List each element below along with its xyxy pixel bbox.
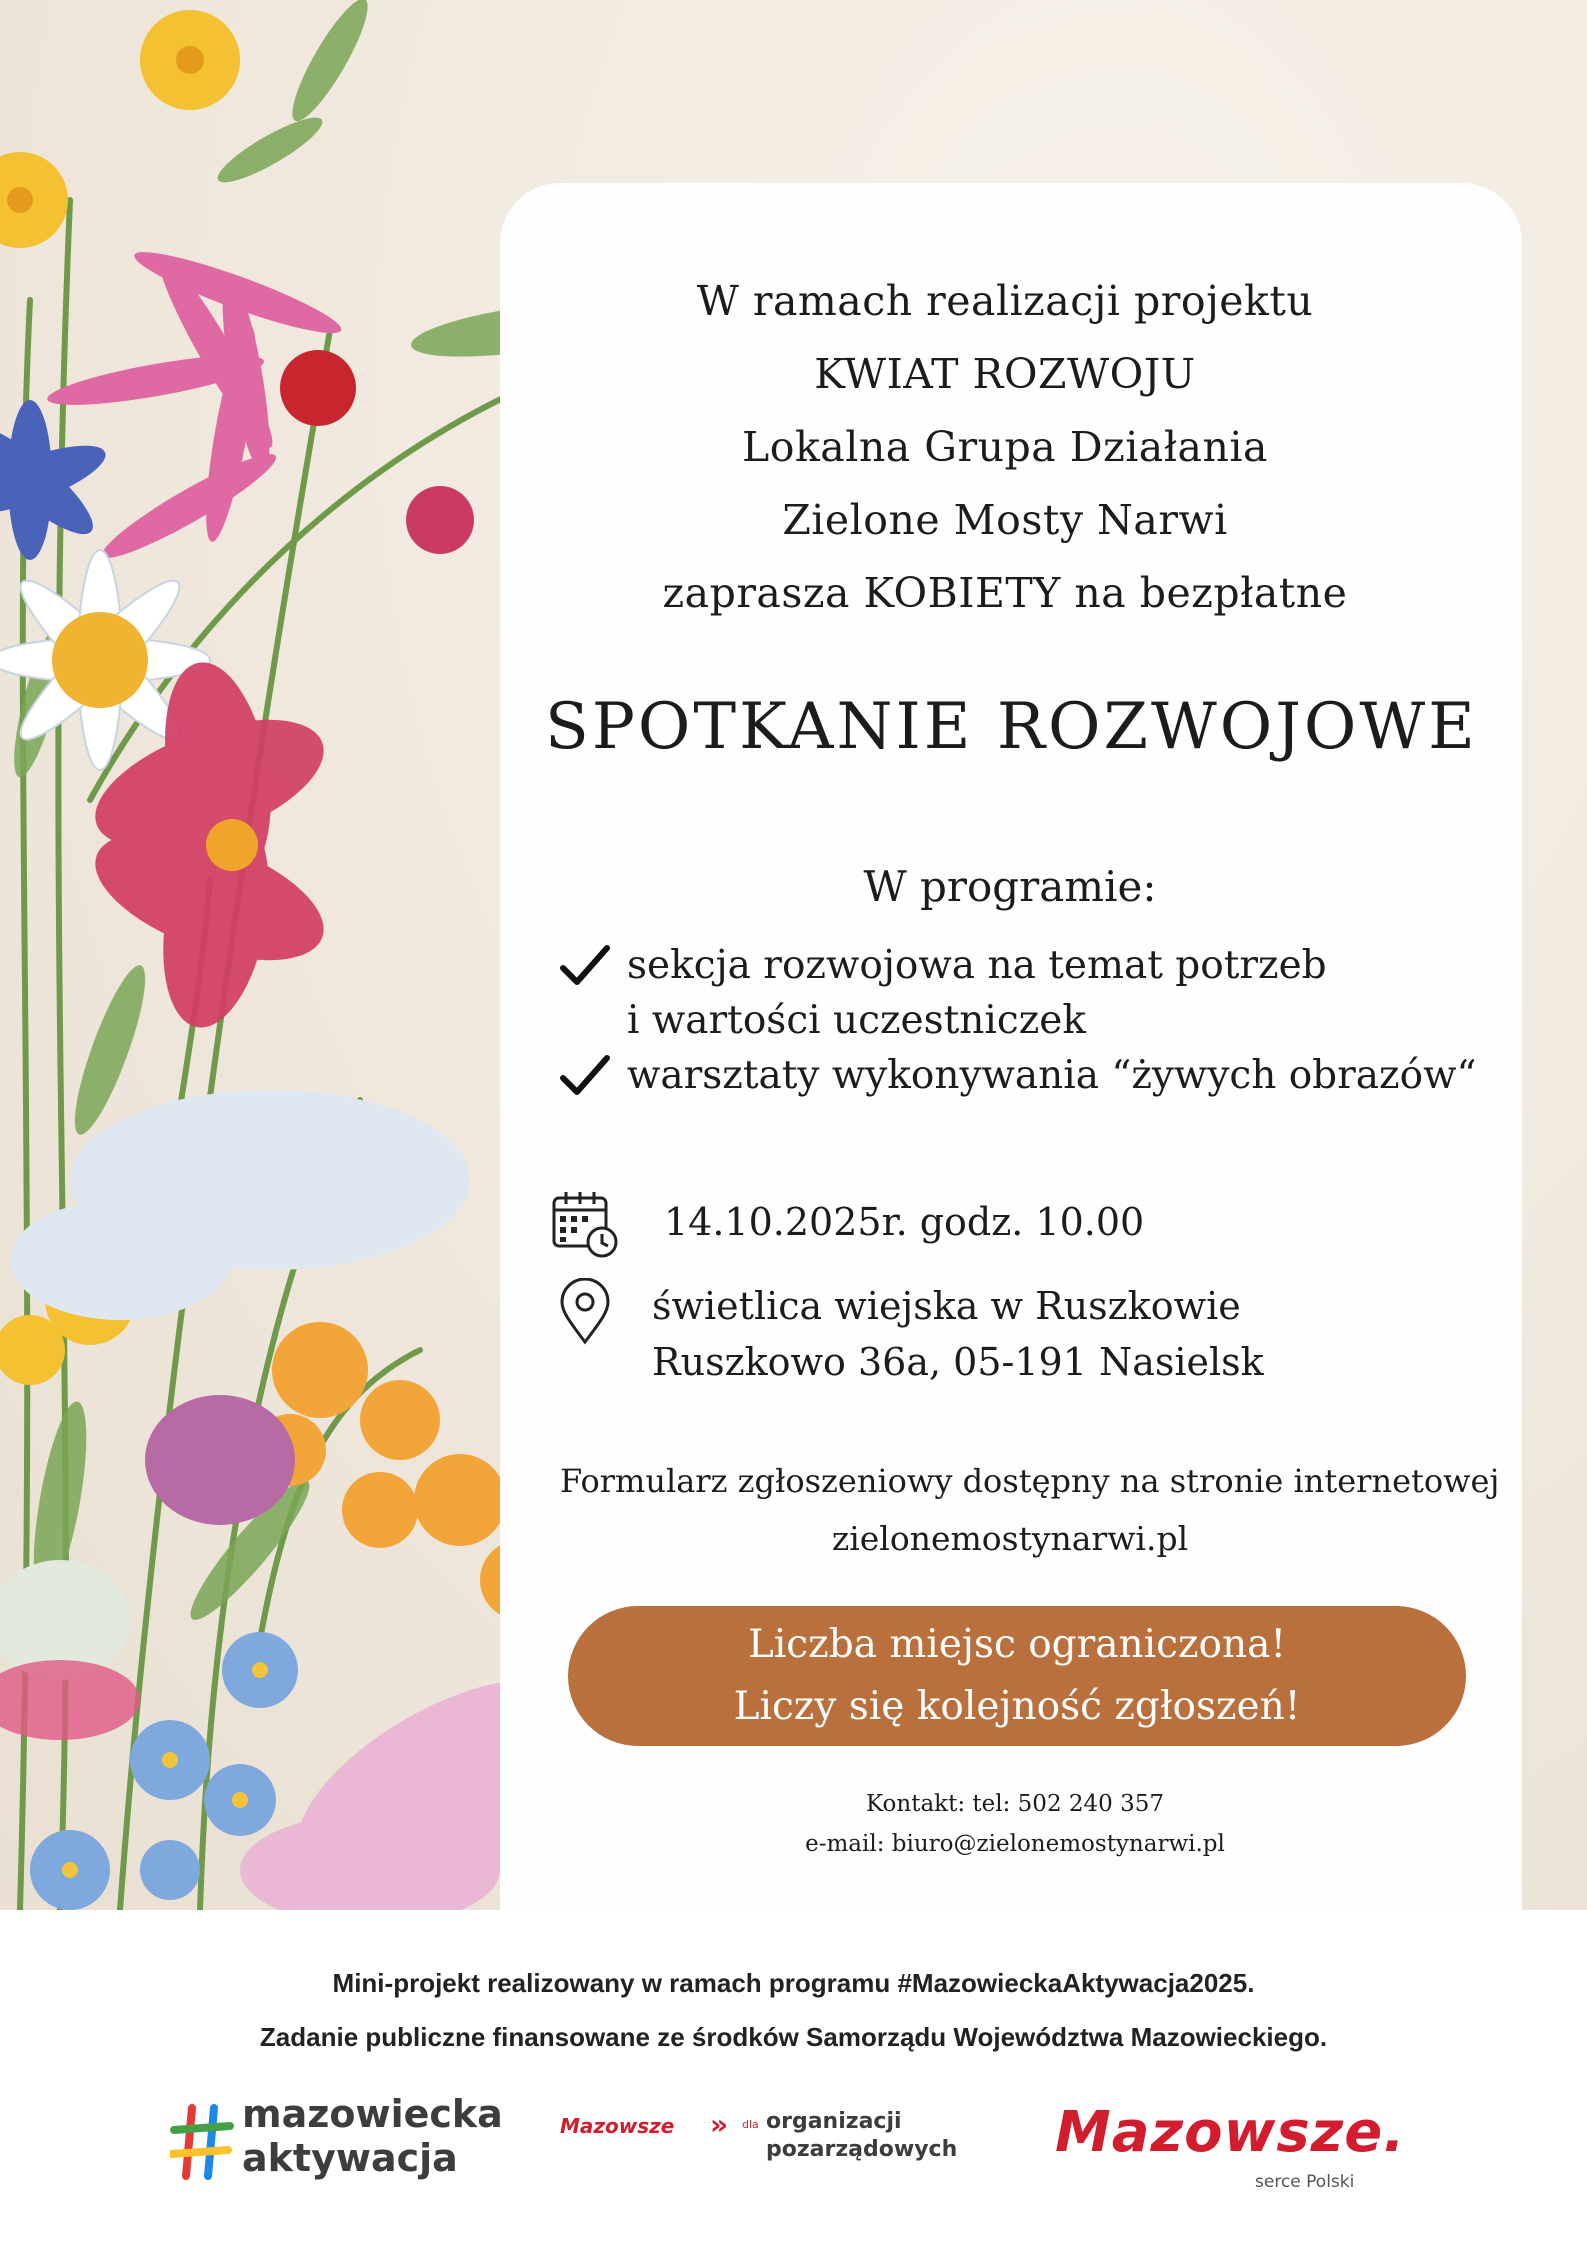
intro-invitation: zaprasza KOBIETY na bezpłatne	[662, 569, 1348, 617]
limited-seats-banner	[568, 1606, 1466, 1746]
mazowiecka-aktywacja-wordmark	[242, 2092, 503, 2180]
map-pin-icon	[550, 1278, 620, 1348]
event-location-row	[550, 1278, 1264, 1390]
intro-organization-name: Zielone Mosty Narwi	[782, 496, 1228, 544]
program-item-text: sekcja rozwojowa na temat potrzeb	[627, 943, 1327, 988]
ngo-dla: dla	[742, 2118, 759, 2131]
intro-line-1: W ramach realizacji projektu	[696, 277, 1314, 325]
contact-block	[700, 1784, 1330, 1864]
ngo-line-1: organizacji	[766, 2109, 902, 2134]
ngo-arrows: »	[710, 2108, 729, 2141]
program-item	[555, 1048, 1515, 1103]
intro-project-name: KWIAT ROZWOJU	[814, 350, 1196, 398]
checkmark-icon	[559, 1054, 611, 1098]
checkmark-icon	[559, 944, 611, 988]
mazowsze-logo	[1055, 2100, 1435, 2210]
event-date-row	[550, 1190, 1144, 1260]
ngo-line-2: pozarządowych	[766, 2137, 958, 2162]
mazowiecka-aktywacja-logo	[170, 2092, 510, 2192]
event-venue: świetlica wiejska w Ruszkowie	[652, 1284, 1241, 1328]
footer-funding-note: Zadanie publiczne finansowane ze środków Samorządu Województwa Mazowieckiego.	[259, 2022, 1328, 2052]
program-title: W programie:	[863, 862, 1157, 911]
banner-line-2: Liczy się kolejność zgłoszeń!	[733, 1684, 1301, 1729]
footer-program-note: Mini-projekt realizowany w ramach programu #MazowieckaAktywacja2025.	[332, 1968, 1255, 1998]
banner-line-1: Liczba miejsc ograniczona!	[747, 1622, 1287, 1667]
intro-block	[580, 265, 1430, 630]
ngo-brand: Mazowsze	[560, 2114, 675, 2138]
program-item-text: i wartości uczestniczek	[627, 998, 1086, 1043]
logo-ma-line-1: mazowiecka	[242, 2092, 503, 2136]
registration-url-link[interactable]: zielonemostynarwi.pl	[831, 1519, 1189, 1558]
registration-note-text: Formularz zgłoszeniowy dostępny na stronie internetowej	[560, 1462, 1500, 1500]
contact-phone[interactable]: Kontakt: tel: 502 240 357	[865, 1791, 1164, 1817]
contact-email[interactable]: e-mail: biuro@zielonemostynarwi.pl	[805, 1831, 1225, 1857]
event-location-text	[652, 1278, 1264, 1390]
intro-organization: Lokalna Grupa Działania	[742, 423, 1268, 471]
mazowsze-tagline: serce Polski	[1255, 2172, 1355, 2192]
calendar-clock-icon	[550, 1190, 620, 1260]
ngo-wordmark	[766, 2108, 957, 2164]
event-datetime: 14.10.2025r. godz. 10.00	[664, 1200, 1145, 1244]
event-address: Ruszkowo 36a, 05-191 Nasielsk	[652, 1340, 1264, 1384]
hashtag-icon	[170, 2102, 234, 2182]
mazowsze-ngo-logo	[560, 2108, 1000, 2178]
program-item	[555, 938, 1515, 1048]
program-item-text: warsztaty wykonywania “żywych obrazów“	[627, 1053, 1477, 1098]
mazowsze-wordmark: Mazowsze.	[1055, 2100, 1406, 2165]
event-headline: SPOTKANIE ROZWOJOWE	[545, 690, 1478, 764]
program-list	[555, 938, 1515, 1103]
registration-note	[560, 1452, 1500, 1568]
logo-ma-line-2: aktywacja	[242, 2136, 458, 2180]
